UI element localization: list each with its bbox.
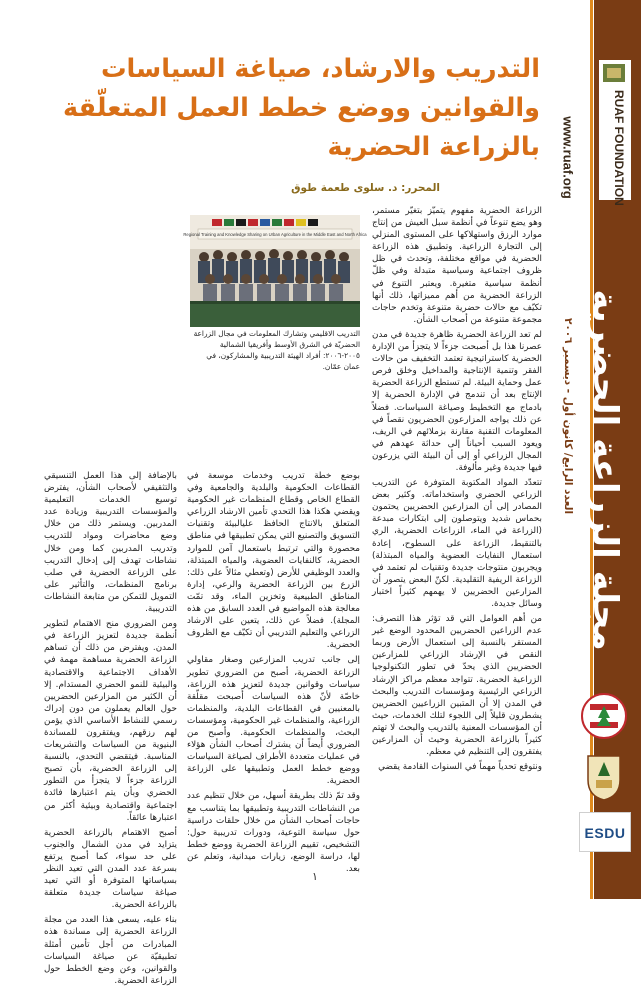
website-url: www.ruaf.org: [560, 116, 576, 199]
paragraph: إلى جانب تدريب المزارعين وصغار مقاولي الزراعة الحضرية، أصبح من الضروري تطوير سياسات وقوانين جديدة لتعزيز هذه الزراعة، خاصّة لأنّ هذه السياسات أصبحت مقلّقة بالمعنيين في القطاعات البلدية، والمنظمات الزراعية، والمنظمات غير الحكومية، ومؤسسات البحث، والمنظمات الحكومية. وأصبح من الضروري أيضاً أن يشترك أصحاب الشأن هؤلاء في عمليات متعددة الأطراف لصياغة السياسات ووضع خطط العمل وتطبيقها على الزراعة الحضرية.: [187, 655, 360, 787]
paragraph: الزراعة الحضرية مفهوم يتميّز بتغيّر مستمر، وهو يضع تنوعاً في أنظمة سبل العيش من إنتاج موارد الرزق واستهلاكها على المستوى المنزلي إلى التجارة الزراعية. وتطبيق هذه الزراعة الحضرية في مواقع مختلفة، وتحدث في ظل ظروف اجتماعية وسياسية متبدلة وفي ظلّ أنظمة سياسية متغيرة. ويعتبر التنوع في الزراعة الحضرية من أهم مميزاتها، ذلك أنها تكيّف مع حالات حضرية متنوعة وتخدم حاجات مجموعة متنوعة من أصحاب الشأن.: [372, 206, 542, 325]
text-column-left: [44, 470, 177, 986]
paragraph: أصبح الاهتمام بالزراعة الحضرية يتزايد في مدن الشمال والجنوب على حد سواء، كما أصبح يرتفع بسرعة عدد المدن التي تعيد النظر بسياساتها المتوفرة أو التي تعيد صياغة سياسات جديدة متعلقة بالزراعة الحضرية.: [44, 827, 177, 911]
paragraph: بالإضافة إلى هذا العمل التنسيقي والتثقيفي لأصحاب الشأن، يفترض توسيع الخدمات التعليمية والمؤسسات التدريبية وزيادة عدد المدربين. ويستمر ذلك من خلال وضع محاضرات ومواد للتدريب وتدريب المدربين كما ومن خلال نشاطات تهدف إلى إدخال التدريب على الزراعة الحضرية في صلب برنامج المنظمات، والتأثير على التمويل للتمكن من متابعة النشاطات التدريبية.: [44, 471, 177, 615]
issue-label: العدد الرابع/ كانون أول - ديسمبر ٢٠٠٦: [562, 317, 574, 515]
text-column-right: [372, 205, 542, 885]
paragraph: لم تعد الزراعة الحضرية ظاهرة جديدة في مدن عصرنا هذا بل أصبحت جزءاً لا يتجزأ من الإدارة الحضرية كاستراتيجية تعتمد التخفيف من حالات الفقر وتنمية الإنتاجية والمداخيل وخلق فرص عمل وحماية البيئة. لم تستطع الزراعة الحضرية الإنتاج بعد أن تندمج في الإدارة الحضرية إلا بادماج مع التخطيط وصياغة السياسات. فضلاً عن ذلك يواجه المزارعون الحضريون نقصاً في المعلومات التقنية مقارنة بزملائهم في الريف، ويعود السبب أحياناً إلى حداثة عهدهم في المجال الزراعي أو إلى أن البيئة التي يزرعون فيها جديدة وغير مألوفة.: [372, 329, 542, 473]
crest-logo: [580, 752, 628, 802]
paragraph: ونتوقع تحدياً مهماً في السنوات القادمة يقضي: [378, 762, 542, 773]
editor-byline: المحرر: د. سلوى طعمة طوق: [291, 182, 440, 194]
group-photo: [183, 215, 367, 327]
paragraph: من أهم العوامل التي قد تؤثر هذا التصرف: عدم الزراعين الحضريين المحدود الوضع غير المستقر بالنسبة إلى استعمال الأرض وربما النقص في الإرشاد الزراعي للمزارعين الحضريين الذي يحدّ في تطور التكنولوجيا الزراعية الحضرية. تتواجد معظم مراكز الإرشاد الزراعي الرئيسية ومؤسسات التدريب والبحث في المدن إلا أن المتبين الزراعيين الحضريين يشطرون قليلاً إلى اللجوء لتلك الخدمات، حيث أن المؤسسات المعنية بالتدريب والبحث لا تهتم كثيراً بالزراعة الحضرية وحيث أن المزارعين يفتقرون إلى التنظيم في معظم.: [372, 614, 542, 758]
cedar-emblem-logo: [580, 690, 628, 746]
paragraph: ومن الضروري منح الاهتمام لتطوير أنظمة جديدة لتعزيز الزراعة في المدن. ويفترض من ذلك أن تساهم الزراعة الحضرية مساهمة مهمة في الأهداف الاجتماعية والاقتصادية والبيئية للنمو الحضري المستدام. إلا أن الكثير من المزارعين الحضريين حول العالم يعملون من دون إدراك رسمي للنشاط الأساسي الذي يؤمن لهم رزقهم، ويفتقرون للمساندة البنيوية من السياسات والتشريعات المناسبة. فيتقضي التحدي، بالنسبة إلى الزراعة الحضرية، بأن تصبح الزراعة جزءاً لا يتجزأ من التطور الحضري وبأن يتم اعتبارها فائدة اجتماعية واقتصادية وبيئية أكثر من اعتبارها عائقاً.: [44, 619, 177, 823]
paragraph: تتعدّد المواد المكتوبة المتوفرة عن التدريب الزراعي الحضري واستخداماته. وكثير بعض المصادر إلى أن المزارعين الحضريين يحتمون بحماس شديد ويتوصلون إلى ابتكارات مبدعة (الزراعة في الماء، الزراعات الحضرية، الري بالتنقيط، الزراعة على السطوح، إعادة استعمال النفايات العضوية والمياه المبتذلة) ويجربون منتوجات جديدة وتقنيات لم تعتمد في الزراعة الريفية التقليدية. لكنّ البعض يتصور أن المزارعين الحضريين لا يهمهم كثيراً اختبار وسائل جديدة.: [372, 478, 542, 609]
esdu-logo: ESDU: [579, 812, 631, 852]
text-column-middle: [187, 470, 360, 874]
svg-text:RUAF FOUNDATION: RUAF FOUNDATION: [612, 90, 626, 206]
page-number: ١: [312, 870, 318, 883]
article-headline: التدريب والارشاد، صياغة السياسات والقوانين ووضع خطط العمل المتعلّقة بالزراعة الحضرية: [63, 54, 540, 162]
paragraph: بوضع خطة تدريب وخدمات موسعة في القطاعات الحكومية والبلدية والجامعية وفي القطاع الخاص وقطاع المنظمات غير الحكومية ويقضي هكذا هذا التحدي تأمين الارشاد الزراعي المتعلق بالانتاج الحافظ عليالبيئة وتقنيات التسويق والتصنيع التي يمكن تطبيقها في مناطق محصورة والتي ترتبط باستعمال آمن للموارد الحضرية، كالنفايات العضوية، والمياه المبتذلة، والعدد الوظيفي للأرض (وتعطي مثالاً على ذلك: الزرع بين الزراعة الحضرية والرعي، إدارة المناطق الطبيعية وتخزين الماء، وقد تمّت معالجة هذه المواضيع في العدد السابق من هذه المجلة). فضلاً عن ذلك، يتعين على الارشاد الزراعي والتعليم التدريبي أن تكيّف مع الظروف الحضرية.: [187, 471, 360, 651]
magazine-title: مجلة الزراعة الحضرية: [585, 289, 625, 651]
paragraph: بناء عليه، يسعى هذا العدد من مجلة الزراعة الحضرية إلى مساندة هذه المبادرات من أجل تأمين أمثلة تطبيقيّة عن صياغة السياسات والقوانين، وعن وضع الخطط حول الزراعة الحضرية.: [44, 915, 177, 986]
ruaf-logo: [597, 60, 633, 206]
photo-caption: التدريب الاقليمي وتشارك المعلومات في مجال الزراعة الحضريّة في الشرق الأوسط وأفريقيا الشمالية ٢٠٠٥-٢٠٠٦: أفراد الهيئة التدريبية والمشاركون، في عمان عمّان.: [193, 329, 360, 371]
svg-text:Regional Training and Knowledg: Regional Training and Knowledge Sharing on Urban Agriculture in the Middle East and North Africa: [183, 232, 367, 237]
paragraph: وقد تمّ ذلك بطريقة أسهل، من خلال تنظيم عدد من النشاطات التدريبية وتطبيقها بما يتناسب مع حاجات أصحاب الشأن من خلال حلقات دراسية حول سياسة التوعية، ودورات تدريبية حول: التشخيص، تقييم الزراعة الحضرية ووضع خطط لها، دراسة الوضع، زيارات ميدانية، وتعلم عن بعد.: [187, 791, 360, 874]
